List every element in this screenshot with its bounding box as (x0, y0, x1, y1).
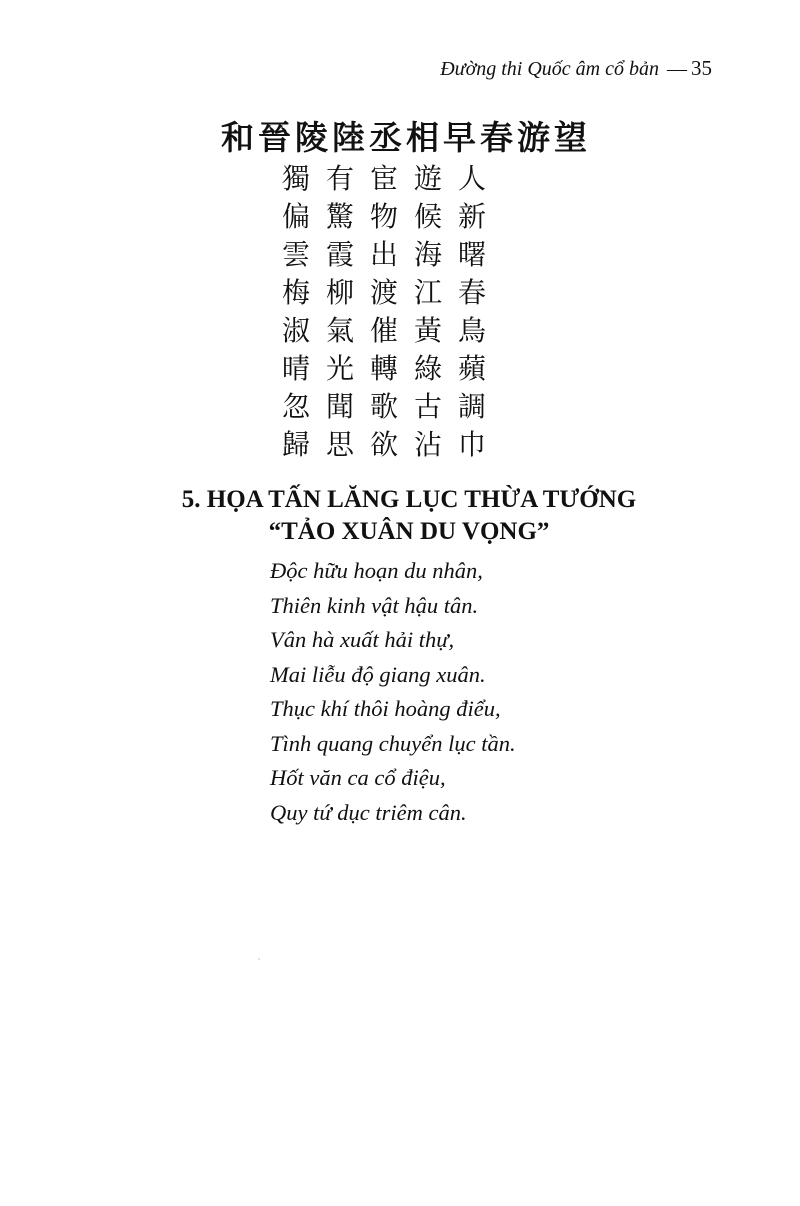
han-poem-line: 忽聞歌古調 (282, 390, 503, 423)
section-heading-line1: 5. HỌA TẤN LĂNG LỤC THỪA TƯỚNG (181, 486, 637, 513)
section-heading (0, 484, 800, 548)
vietnamese-poem-line: Thiên kinh vật hậu tân. (270, 592, 479, 618)
han-poem-line: 獨有宦遊人 (282, 162, 503, 195)
vietnamese-poem-line: Quy tứ dục triêm cân. (270, 799, 467, 825)
header-dash: — (667, 58, 687, 80)
paper-speck (258, 958, 260, 960)
vietnamese-poem (270, 554, 516, 830)
han-poem-line: 雲霞出海曙 (282, 238, 503, 271)
han-poem-line: 梅柳渡江春 (282, 276, 503, 309)
running-title: Đường thi Quốc âm cổ bản (440, 58, 659, 80)
vietnamese-poem-line: Tình quang chuyển lục tần. (270, 730, 516, 756)
han-poem (282, 160, 502, 464)
vietnamese-poem-line: Độc hữu hoạn du nhân, (270, 558, 483, 583)
page-number: 35 (691, 56, 712, 80)
han-poem-line: 淑氣催黃鳥 (282, 314, 503, 347)
han-poem-line: 偏驚物候新 (282, 200, 503, 233)
han-poem-line: 歸思欲沾巾 (282, 428, 503, 461)
running-header (440, 56, 712, 81)
han-poem-title: 和晉陵陸丞相早春游望 (221, 118, 591, 157)
vietnamese-poem-line: Vân hà xuất hải thự, (270, 627, 455, 652)
han-poem-line: 晴光轉綠蘋 (282, 352, 503, 385)
vietnamese-poem-line: Thục khí thôi hoàng điểu, (270, 696, 501, 721)
vietnamese-poem-line: Mai liễu độ giang xuân. (270, 661, 486, 687)
vietnamese-poem-line: Hốt văn ca cổ điệu, (270, 765, 446, 790)
section-heading-line2: “TẢO XUÂN DU VỌNG” (268, 518, 550, 545)
